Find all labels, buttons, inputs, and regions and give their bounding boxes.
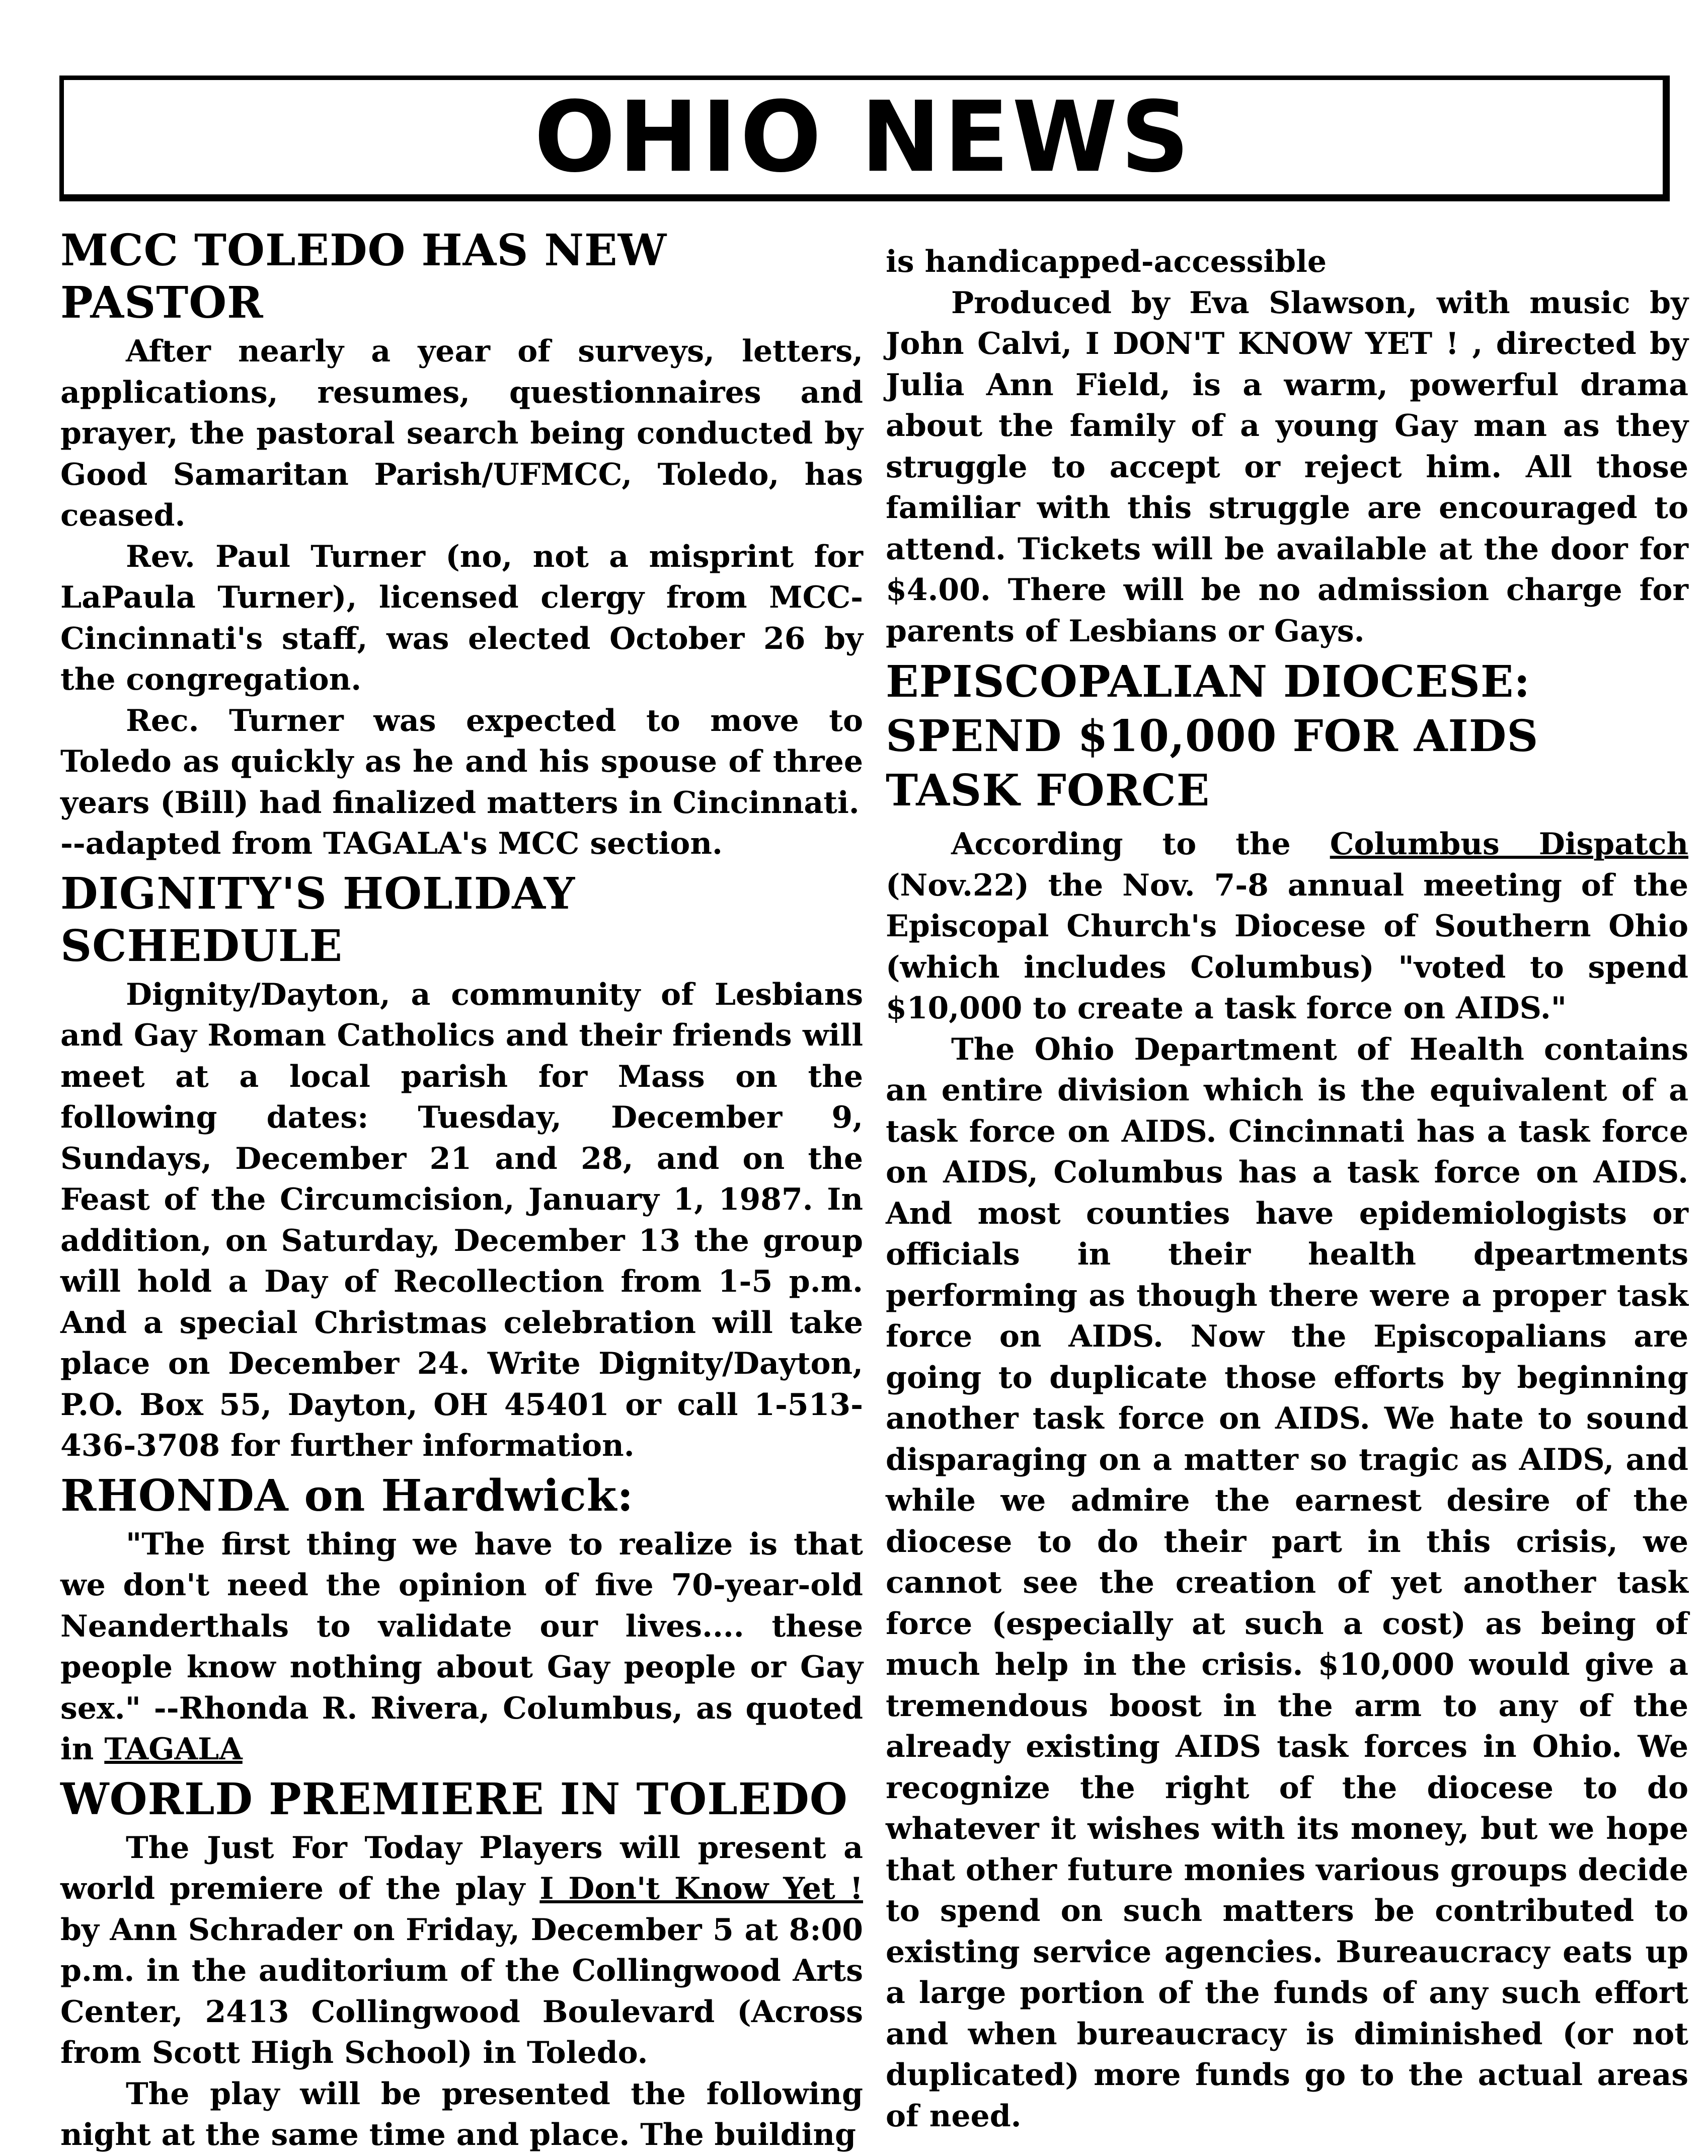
- premiere-paragraph-3: Produced by Eva Slawson, with music by John Calvi, I DON'T KNOW YET ! , directed by Julia Ann Field, is a warm, powerful drama about the family of a young Gay man as they struggle to accept or reject him. All those familiar with this struggle are encouraged to attend. Tickets will be available at the door for $4.00. There will be no admission charge for parents of Lesbians or Gays.: [886, 285, 1688, 649]
- episcopal-p1-end: (Nov.22) the Nov. 7-8 annual meeting of the Episcopal Church's Diocese of Southern Ohio (which includes Columbus) "voted to spend $10,000 to create a task force on AIDS.": [886, 867, 1688, 1026]
- mcc-paragraph-3: Rec. Turner was expected to move to Toledo as quickly as he and his spouse of three years (Bill) had finalized matters in Cincinnati.: [60, 703, 863, 821]
- episcopal-paragraph-2: The Ohio Department of Health contains an entire division which is the equivalent of a task force on AIDS. Cincinnati has a task force on AIDS, Columbus has a task force on AIDS. And most counties have epidemiologists or officials in their health dpeartments performing as though there were a proper task force on AIDS. Now the Episcopalians are going to duplicate those efforts by beginning another task force on AIDS. We hate to sound disparaging on a matter so tragic as AIDS, and while we admire the earnest desire of the diocese to do their part in this crisis, we cannot see the creation of yet another task force (especially at such a cost) as being of much help in the crisis. $10,000 would give a tremendous boost in the arm to any of the already existing AIDS task forces in Ohio. We recognize the right of the diocese to do whatever it wishes with its money, but we hope that other future monies various groups decide to spend on such matters be contributed to existing service agencies. Bureaucracy eats up a large portion of the funds of any such effort and when bureaucracy is diminished (or not duplicated) more funds go to the actual areas of need.: [886, 1031, 1688, 2134]
- dignity-paragraph-1: Dignity/Dayton, a community of Lesbians and Gay Roman Catholics and their friends will meet at a local parish for Mass on the following dates: Tuesday, December 9, Sundays, December 21 and 28, and on the Feast of the Circumcision, January 1, 1987. In addition, on Saturday, December 13 the group will hold a Day of Recollection from 1-5 p.m. And a special Christmas celebration will take place on December 24. Write Dignity/Dayton, P.O. Box 55, Dayton, OH 45401 or call 1-513-436-3708 for further information.: [60, 977, 863, 1463]
- premiere-p1-end: by Ann Schrader on Friday, December 5 at 8:00 p.m. in the auditorium of the Collingwood Arts Center, 2413 Collingwood Boulevard (Across from Scott High School) in Toledo.: [60, 1912, 863, 2070]
- premiere-paragraph-2: The play will be presented the following night at the same time and place. The building: [60, 2076, 863, 2152]
- dignity-heading: DIGNITY'S HOLIDAY SCHEDULE: [60, 868, 576, 972]
- premiere-paragraph-2-continued: is handicapped-accessible: [886, 244, 1327, 279]
- mcc-heading: MCC TOLEDO HAS NEW PASTOR: [60, 225, 667, 328]
- left-column: [60, 221, 863, 2156]
- play-title: I Don't Know Yet !: [539, 1871, 864, 1906]
- episcopal-p1-start: According to the: [951, 827, 1291, 862]
- episcopal-heading: EPISCOPALIAN DIOCESE: SPEND $10,000 FOR AIDS TASK FORCE: [886, 656, 1539, 816]
- premiere-heading: WORLD PREMIERE IN TOLEDO: [60, 1773, 848, 1825]
- mcc-paragraph-2: Rev. Paul Turner (no, not a misprint for LaPaula Turner), licensed clergy from MCC-Cincinnati's staff, was elected October 26 by the congregation.: [60, 539, 863, 697]
- right-column: [886, 242, 1688, 2137]
- mcc-paragraph-1: After nearly a year of surveys, letters, applications, resumes, questionnaires and prayer, the pastoral search being conducted by Good Samaritan Parish/UFMCC, Toledo, has ceased.: [60, 334, 863, 533]
- mcc-attribution: --adapted from TAGALA's MCC section.: [60, 826, 723, 861]
- columbus-dispatch: Columbus Dispatch: [1330, 827, 1688, 862]
- masthead: [59, 76, 1670, 201]
- rhonda-quote-text: "The first thing we have to realize is that we don't need the opinion of five 70-year-old Neanderthals to validate our lives.... these people know nothing about Gay people or Gay sex." --Rhonda R. Rivera, Columbus, as quoted in: [60, 1526, 863, 1767]
- masthead-title: OHIO NEWS: [534, 80, 1193, 194]
- premiere-p1-start: The Just For Today Players will present a world premiere of the play: [60, 1830, 863, 1906]
- premiere-paragraph-1: [60, 1828, 863, 2074]
- rhonda-heading: RHONDA on Hardwick:: [60, 1470, 634, 1521]
- episcopal-paragraph-1: [886, 824, 1688, 1029]
- rhonda-source: TAGALA: [104, 1732, 243, 1767]
- rhonda-quote: [60, 1524, 863, 1770]
